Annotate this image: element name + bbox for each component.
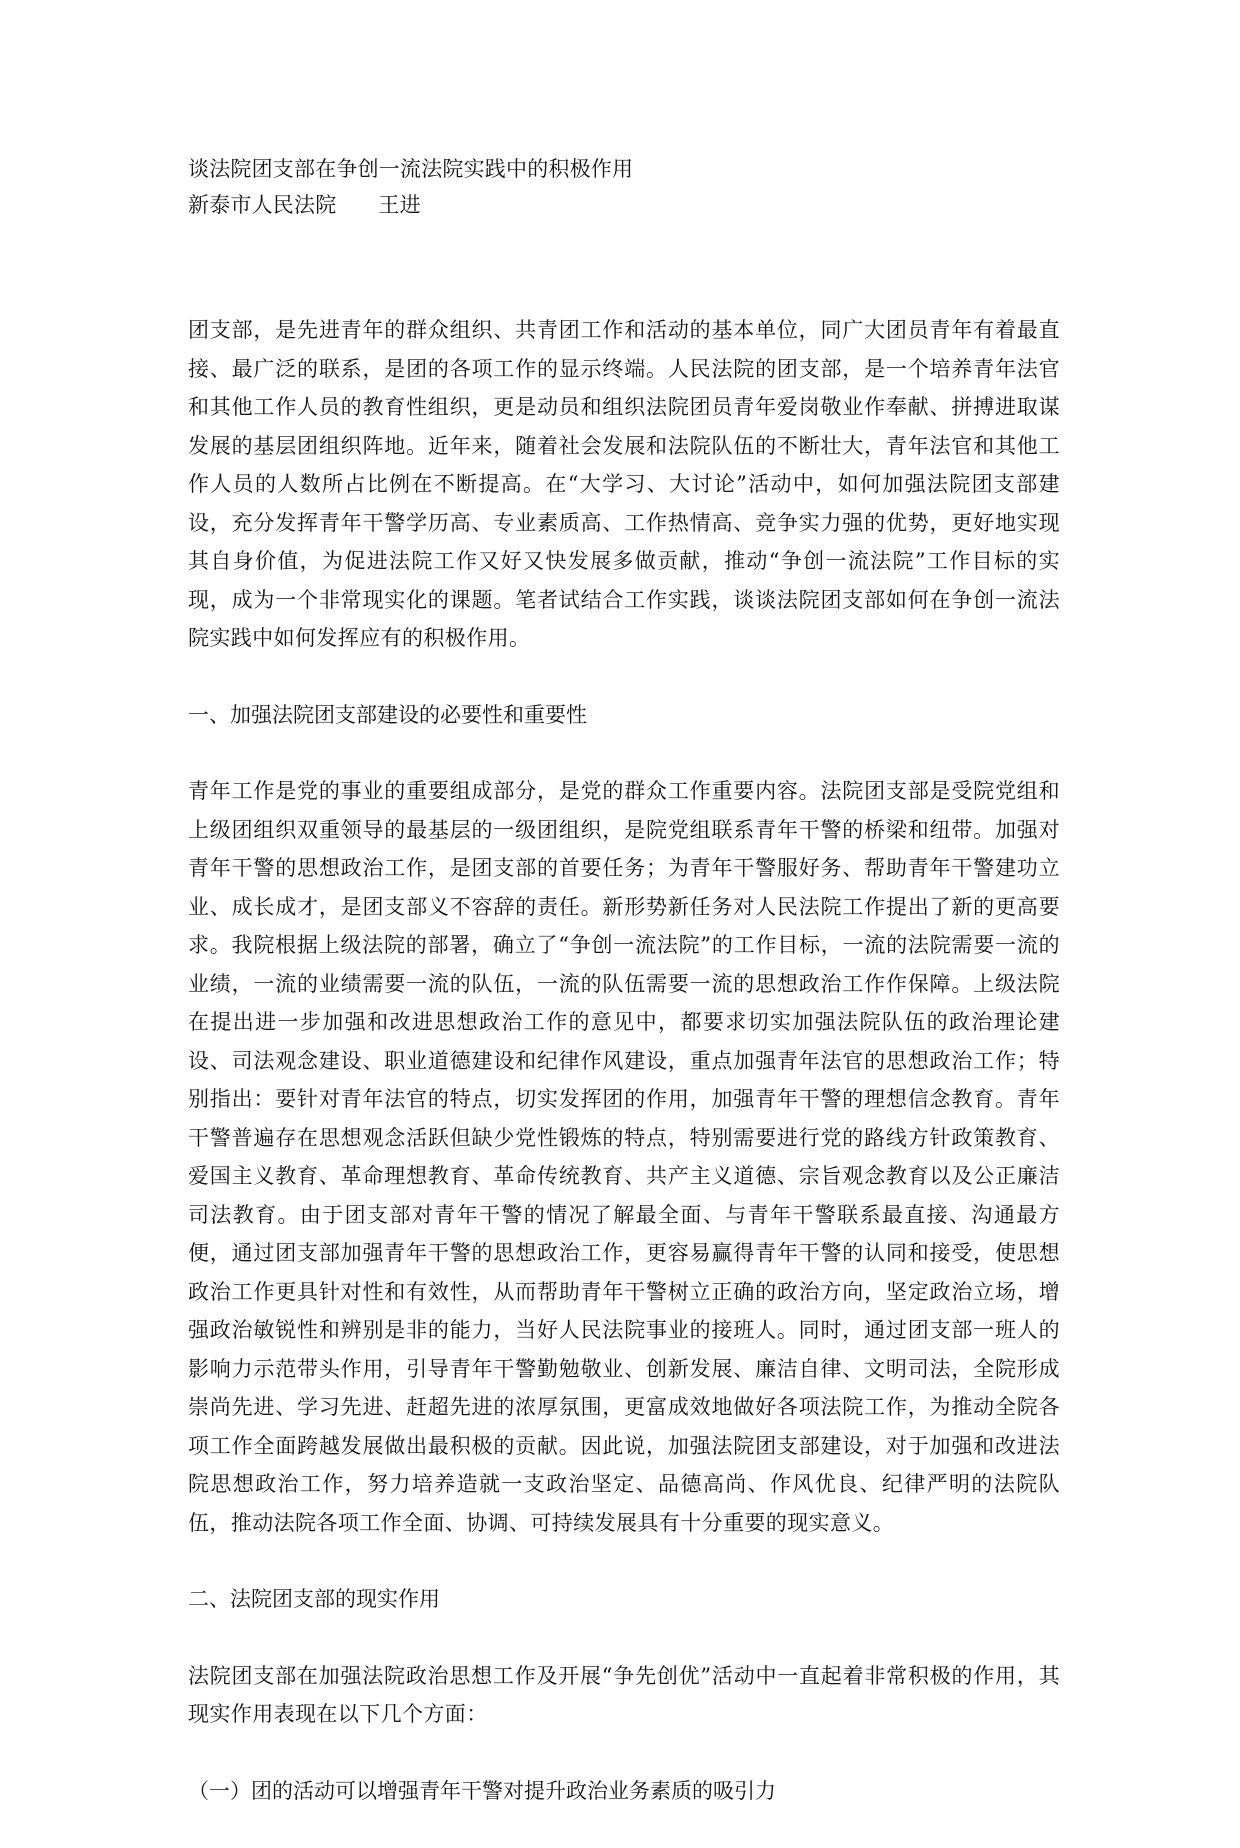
author-organization: 新泰市人民法院 (188, 193, 337, 217)
document-title: 谈法院团支部在争创一流法院实践中的积极作用 (188, 157, 634, 181)
paragraph-intro: 团支部，是先进青年的群众组织、共青团工作和活动的基本单位，同广大团员青年有着最直接、最广泛的联系，是团的各项工作的显示终端。人民法院的团支部，是一个培养青年法官和其他工作人员的教育性组织，更是动员和组织法院团员青年爱岗敬业作奉献、拼搏进取谋发展的基层团组织阵地。近年来，随着社会发展和法院队伍的不断壮大，青年法官和其他工作人员的人数所占比例在不断提高。在“大学习、大讨论”活动中，如何加强法院团支部建设，充分发挥青年干警学历高、专业素质高、工作热情高、竞争实力强的优势，更好地实现其自身价值，为促进法院工作又好又快发展多做贡献，推动“争创一流法院”工作目标的实现，成为一个非常现实化的课题。笔者试结合工作实践，谈谈法院团支部如何在争创一流法院实践中如何发挥应有的积极作用。 (188, 318, 1060, 650)
author-line (188, 187, 1060, 223)
author-name: 王进 (378, 193, 421, 217)
document-page (188, 0, 1060, 1803)
paragraph-section-1: 青年工作是党的事业的重要组成部分，是党的群众工作重要内容。法院团支部是受院党组和上级团组织双重领导的最基层的一级团组织，是院党组联系青年干警的桥梁和纽带。加强对青年干警的思想政治工作，是团支部的首要任务；为青年干警服好务、帮助青年干警建功立业、成长成才，是团支部义不容辞的责任。新形势新任务对人民法院工作提出了新的更高要求。我院根据上级法院的部署，确立了“争创一流法院”的工作目标，一流的法院需要一流的业绩，一流的业绩需要一流的队伍，一流的队伍需要一流的思想政治工作作保障。上级法院在提出进一步加强和改进思想政治工作的意见中，都要求切实加强法院队伍的政治理论建设、司法观念建设、职业道德建设和纪律作风建设，重点加强青年法官的思想政治工作；特别指出：要针对青年法官的特点，切实发挥团的作用，加强青年干警的理想信念教育。青年干警普遍存在思想观念活跃但缺少党性锻炼的特点，特别需要进行党的路线方针政策教育、爱国主义教育、革命理想教育、革命传统教育、共产主义道德、宗旨观念教育以及公正廉洁司法教育。由于团支部对青年干警的情况了解最全面、与青年干警联系最直接、沟通最方便，通过团支部加强青年干警的思想政治工作，更容易赢得青年干警的认同和接受，使思想政治工作更具针对性和有效性，从而帮助青年干警树立正确的政治方向，坚定政治立场，增强政治敏锐性和辨别是非的能力，当好人民法院事业的接班人。同时，通过团支部一班人的影响力示范带头作用，引导青年干警勤勉敬业、创新发展、廉洁自律、文明司法，全院形成崇尚先进、学习先进、赶超先进的浓厚氛围，更富成效地做好各项法院工作，为推动全院各项工作全面跨越发展做出最积极的贡献。因此说，加强法院团支部建设，对于加强和改进法院思想政治工作，努力培养造就一支政治坚定、品德高尚、作风优良、纪律严明的法院队伍，推动法院各项工作全面、协调、可持续发展具有十分重要的现实意义。 (188, 779, 1060, 1535)
document-body (188, 311, 1060, 1848)
section-heading-2: 二、法院团支部的现实作用 (188, 1587, 440, 1611)
paragraph-section-2: 法院团支部在加强法院政治思想工作及开展“争先创优”活动中一直起着非常积极的作用，其现实作用表现在以下几个方面： (188, 1663, 1060, 1726)
section-heading-1: 一、加强法院团支部建设的必要性和重要性 (188, 702, 587, 727)
subsection-heading-1: （一）团的活动可以增强青年干警对提升政治业务素质的吸引力 (188, 1778, 776, 1803)
title-block (188, 151, 1060, 223)
